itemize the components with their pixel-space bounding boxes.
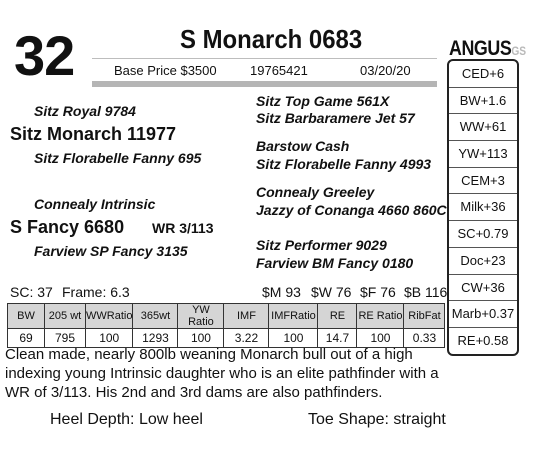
sire-sire-sire: Sitz Top Game 561X <box>256 93 390 109</box>
value-re: 14.7 <box>318 329 357 348</box>
epd-marb: Marb+0.37 <box>449 301 517 328</box>
dam-wr: WR 3/113 <box>152 220 214 236</box>
sire-dam-sire: Barstow Cash <box>256 138 350 154</box>
value-yw-ratio: 100 <box>178 329 224 348</box>
maternal-index: $M 93 <box>262 284 301 300</box>
beef-index: $B 116 <box>404 284 448 300</box>
info-bar <box>92 58 437 87</box>
sire-sire-dam: Sitz Barbaramere Jet 57 <box>256 110 415 126</box>
epd-milk: Milk+36 <box>449 194 517 221</box>
sire-sire: Sitz Royal 9784 <box>34 103 136 119</box>
epd-doc: Doc+23 <box>449 248 517 275</box>
epd-yw: YW+113 <box>449 141 517 168</box>
sire-dam: Sitz Florabelle Fanny 695 <box>34 150 202 166</box>
epd-ced: CED+6 <box>449 61 517 88</box>
header-ww-ratio: WWRatio <box>86 304 133 329</box>
epd-re: RE+0.58 <box>457 332 509 348</box>
header-imf: IMF <box>224 304 269 329</box>
lot-number: 32 <box>14 24 75 87</box>
scrotal-circumference: SC: 37 <box>10 284 53 300</box>
dam-sire: Connealy Intrinsic <box>34 196 156 212</box>
epd-cem: CEM+3 <box>449 168 517 195</box>
value-rib-fat: 0.33 <box>404 329 445 348</box>
dam-dam-sire: Sitz Performer 9029 <box>256 237 387 253</box>
epd-bw: BW+1.6 <box>449 88 517 115</box>
angus-gs-logo <box>449 37 526 61</box>
header-re: RE <box>318 304 357 329</box>
header-rib-fat: RibFat <box>404 304 445 329</box>
epd-ww: WW+61 <box>449 114 517 141</box>
feedlot-index: $F 76 <box>360 284 396 300</box>
value-365wt: 1293 <box>133 329 178 348</box>
sire-dam-dam: Sitz Florabelle Fanny 4993 <box>256 156 432 172</box>
logo-main: ANGUS <box>449 37 512 60</box>
value-re-ratio: 100 <box>357 329 404 348</box>
value-imf-ratio: 100 <box>269 329 318 348</box>
header-365wt: 365wt <box>133 304 178 329</box>
heel-depth: Heel Depth: Low heel <box>50 411 203 428</box>
value-ww-ratio: 100 <box>86 329 133 348</box>
epd-sc: SC+0.79 <box>449 221 517 248</box>
value-bw: 69 <box>8 329 45 348</box>
base-price: Base Price $3500 <box>114 63 217 78</box>
dam-dam: Farview SP Fancy 3135 <box>34 243 188 259</box>
frame-score: Frame: 6.3 <box>62 284 130 300</box>
sire: Sitz Monarch 11977 <box>10 124 177 144</box>
value-imf: 3.22 <box>224 329 269 348</box>
dam: S Fancy 6680 <box>10 217 125 237</box>
value-205wt: 795 <box>45 329 86 348</box>
header-bw: BW <box>8 304 45 329</box>
weaning-index: $W 76 <box>311 284 352 300</box>
header-yw-ratio: YW Ratio <box>178 304 224 329</box>
registration-number: 19765421 <box>250 63 308 78</box>
toe-shape: Toe Shape: straight <box>308 411 446 428</box>
animal-name: S Monarch 0683 <box>180 24 363 54</box>
epd-cw: CW+36 <box>449 275 517 302</box>
dam-sire-dam: Jazzy of Conanga 4660 860C <box>256 202 447 218</box>
header-re-ratio: RE Ratio <box>357 304 404 329</box>
performance-table <box>7 303 445 348</box>
description: Clean made, nearly 800lb weaning Monarch bull out of a high indexing young Intrinsic daughter who is an elite pathfinder with a WR of 3/113. His 2nd and 3rd dams are also pathfinders. <box>5 346 439 401</box>
header-imf-ratio: IMFRatio <box>269 304 318 329</box>
birth-date: 03/20/20 <box>360 63 411 78</box>
header-205wt: 205 wt <box>45 304 86 329</box>
dam-dam-dam: Farview BM Fancy 0180 <box>256 255 414 271</box>
logo-suffix: GS <box>511 44 527 58</box>
epd-panel <box>447 59 519 356</box>
dam-sire-sire: Connealy Greeley <box>256 184 375 200</box>
table-header-row <box>8 304 445 329</box>
